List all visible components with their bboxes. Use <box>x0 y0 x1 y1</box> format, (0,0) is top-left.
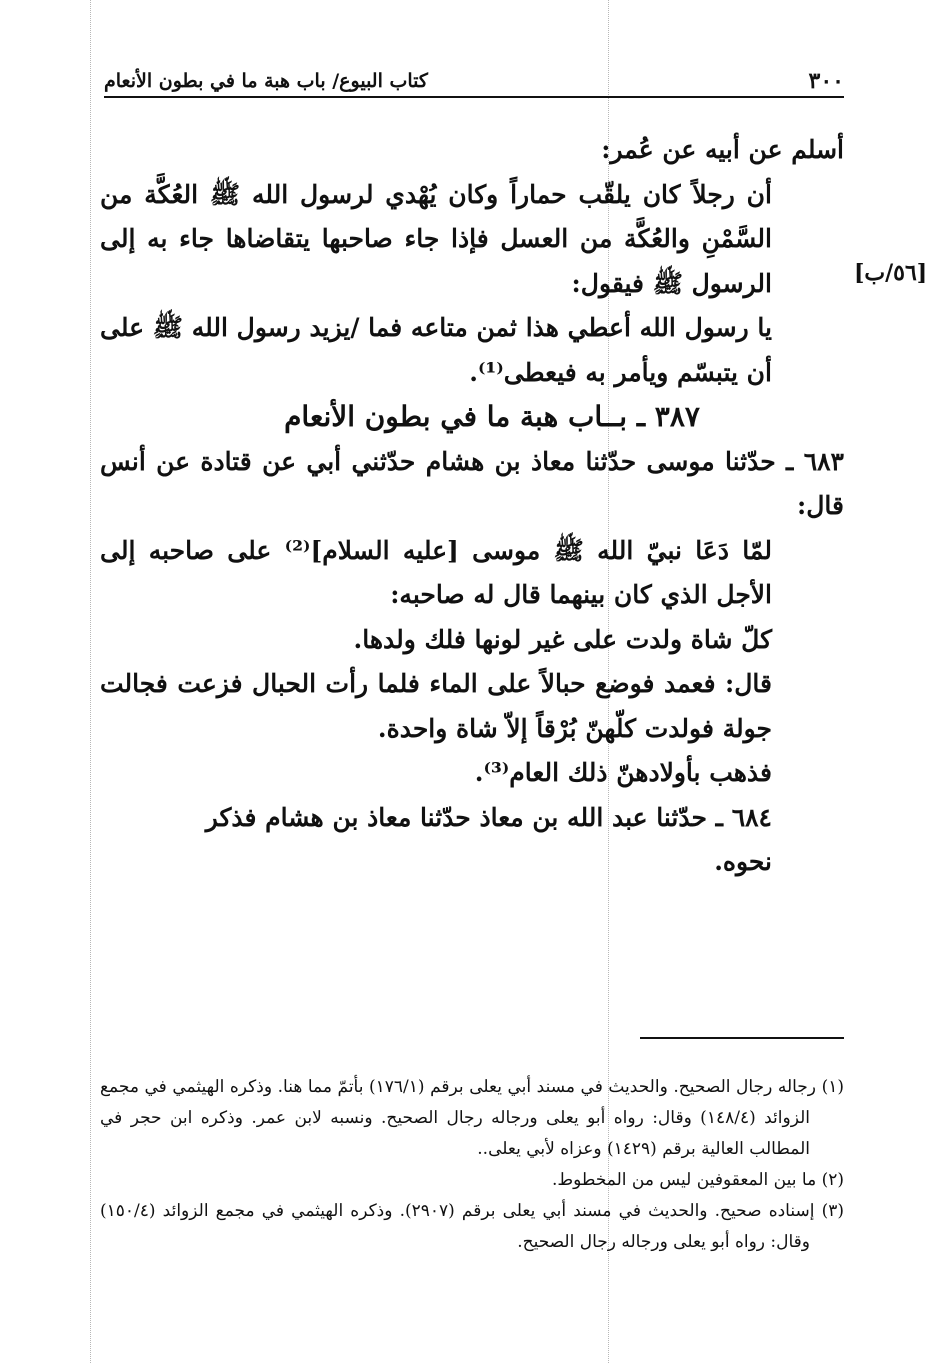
text-line: قال: فعمد فوضع حبالاً على الماء فلما رأت الحبال فزعت فجالت جولة فولدت كلّهنّ بُرْقاً إلاّ شاة واحدة. <box>100 669 772 743</box>
main-text <box>100 128 844 885</box>
hadith-683: ٦٨٣ ـ حدّثنا موسى حدّثنا معاذ بن هشام حدّثني أبي عن قتادة عن أنس قال: <box>100 446 844 520</box>
manuscript-folio-marker: [٥٦/ب] <box>854 260 928 286</box>
page-header <box>104 62 844 98</box>
footnote-3: (٣) إسناده صحيح. والحديث في مسند أبي يعلى برقم (٢٩٠٧). وذكره الهيثمي في مجمع الزوائد (١٥٠/٤) وقال: رواه أبو يعلى ورجاله رجال الصحيح. <box>100 1201 844 1252</box>
text-line: فذهب بأولادهنّ ذلك العام⁽³⁾. <box>474 758 772 787</box>
footnotes <box>100 1072 844 1258</box>
running-title: كتاب البيوع/ باب هبة ما في بطون الأنعام <box>104 70 428 92</box>
footnote-separator <box>640 1037 844 1039</box>
footnote-1: (١) رجاله رجال الصحيح. والحديث في مسند أبي يعلى برقم (١٧٦/١) بأتمّ مما هنا. وذكره الهيثمي في مجمع الزوائد (١٤٨/٤) وقال: رواه أبو يعلى ورجاله رجال الصحيح. ونسبه لابن عمر. وذكره ابن حجر في المطالب العالية برقم (١٤٢٩) وعزاه لأبي يعلى.. <box>100 1077 844 1159</box>
chapter-heading: ٣٨٧ ـ بــاب هبة ما في بطون الأنعام <box>284 400 700 433</box>
text-line: أن رجلاً كان يلقّب حماراً وكان يُهْدي لرسول الله ﷺ العُكَّة من السَّمْنِ والعُكَّة من العسل فإذا جاء صاحبها يتقاضاها جاء به إلى الرسول ﷺ فيقول: <box>100 179 772 298</box>
text-line: كلّ شاة ولدت على غير لونها فلك ولدها. <box>353 624 772 654</box>
text-line: لمّا دَعَا نبيّ الله ﷺ موسى [عليه السلام]⁽²⁾ على صاحبه إلى الأجل الذي كان بينهما قال له صاحبه: <box>100 535 772 609</box>
page-number: ٣٠٠ <box>808 68 844 94</box>
gutter-line-left <box>90 0 91 1363</box>
text-line: يا رسول الله أعطي هذا ثمن متاعه فما /يزيد رسول الله ﷺ على أن يتبسّم ويأمر به فيعطى⁽¹⁾. <box>100 313 772 387</box>
footnote-2: (٢) ما بين المعقوفين ليس من المخطوط. <box>551 1170 844 1190</box>
hadith-684: ٦٨٤ ـ حدّثنا عبد الله بن معاذ حدّثنا معاذ بن هشام فذكر نحوه. <box>205 802 772 876</box>
text-line: أسلم عن أبيه عن عُمر: <box>601 135 844 164</box>
